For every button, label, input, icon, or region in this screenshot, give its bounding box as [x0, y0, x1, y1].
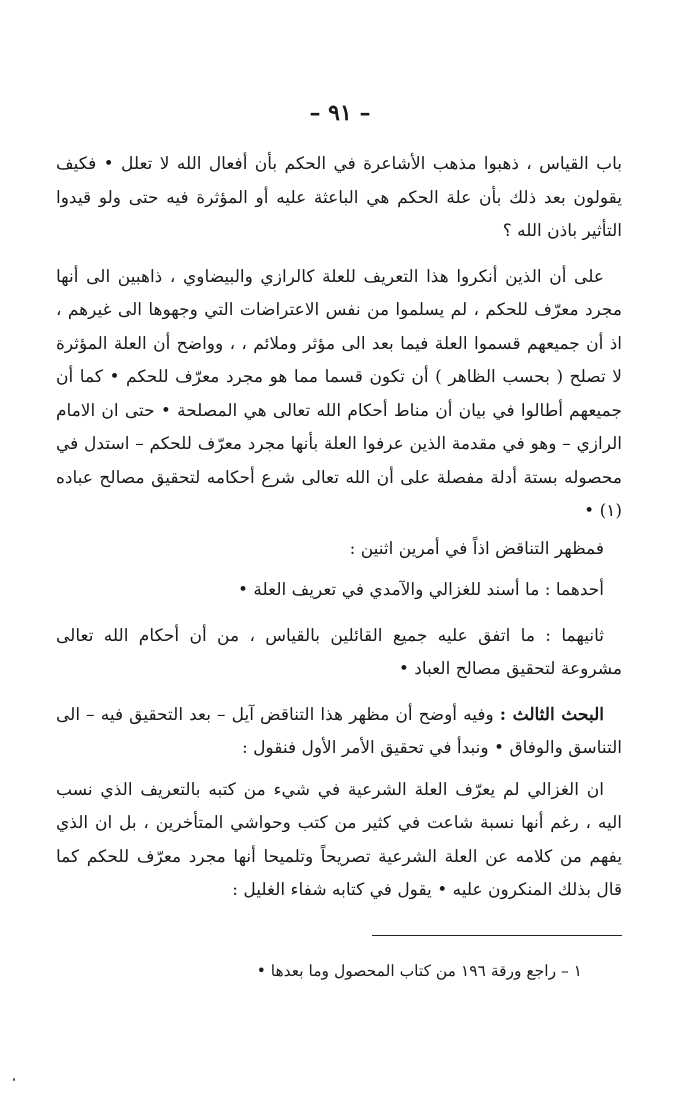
- footnote-divider: [372, 935, 622, 936]
- page-number: – ٩١ –: [309, 100, 371, 126]
- paragraph-5: ثانيهما : ما اتفق عليه جميع القائلين بالقياس ، من أن أحكام الله تعالى مشروعة لتحقيق مصالح العباد •: [56, 625, 622, 679]
- paragraph-3: فمظهر التناقض اذاً في أمرين اثنين :: [349, 538, 604, 559]
- paragraph-closing: ان الغزالي لم يعرّف العلة الشرعية في شيء من كتبه بالتعريف الذي نسب اليه ، رغم أنها نسبة شاعت في كثير من كتب وحواشي المتأخرين ، بل ان الذي يفهم من كلامه عن العلة الشرعية تصريحاً وتلميحا أنها مجرد معرّف للحكم كما قال بذلك المنكرون عليه • يقول في كتابه شفاء الغليل :: [56, 779, 622, 900]
- paragraph-2: على أن الذين أنكروا هذا التعريف للعلة كالرازي والبيضاوي ، ذاهبين الى أنها مجرد معرّف للحكم ، لم يسلموا من نفس الاعتراضات التي وجهوها الى غيرهم ، اذ أن جميعهم قسموا العلة فيما بعد الى مؤثر وملائم ، ، وواضح أن العلة المؤثرة لا تصلح ( بحسب الظاهر ) أن تكون قسما مما هو مجرد معرّف للحكم • كما أن جميعهم أطالوا في بيان أن مناط أحكام الله تعالى هي المصلحة • حتى ان الامام الرازي – وهو في مقدمة الذين عرفوا العلة بأنها مجرد معرّف للحكم – استدل في محصوله بستة أدلة مفصلة على أن الله تعالى شرع أحكامه لتحقيق مصالح عباده (١) •: [56, 266, 623, 521]
- paragraph-4: أحدهما : ما أسند للغزالي والآمدي في تعريف العلة •: [237, 580, 604, 600]
- section-heading: البحث الثالث :: [499, 704, 604, 725]
- section-paragraph: [56, 699, 622, 766]
- paragraph-1: باب القياس ، ذهبوا مذهب الأشاعرة في الحكم بأن أفعال الله لا تعلل • فكيف يقولون بعد ذلك بأن علة الحكم هي الباعثة عليه أو المؤثرة فيه حتى ولو قيدوا التأثير باذن الله ؟: [56, 154, 622, 241]
- section-text: وفيه أوضح أن مظهر هذا التناقض آيل – بعد التحقيق فيه – الى التناسق والوفاق • ونبدأ في تحقيق الأمر الأول فنقول :: [56, 704, 622, 758]
- footnote: ١ – راجع ورقة ١٩٦ من كتاب المحصول وما بعدها •: [256, 962, 582, 980]
- page-speck: [13, 1078, 15, 1081]
- main-text: [56, 148, 622, 908]
